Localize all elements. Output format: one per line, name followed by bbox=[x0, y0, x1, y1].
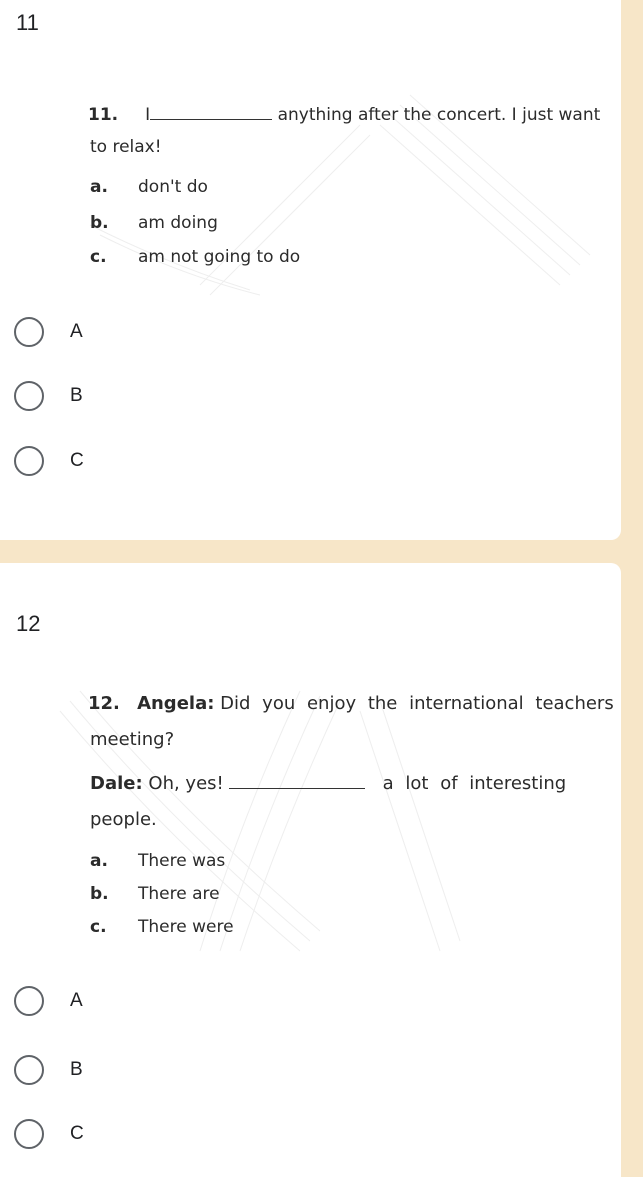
speaker-label: Angela: bbox=[137, 693, 215, 714]
option-letter: a. bbox=[90, 851, 108, 871]
option-letter: b. bbox=[90, 213, 109, 233]
option-a bbox=[90, 177, 208, 197]
option-letter: c. bbox=[90, 247, 107, 267]
question-title: 12 bbox=[16, 611, 41, 636]
choice-c[interactable] bbox=[14, 1116, 84, 1152]
choice-c[interactable] bbox=[14, 443, 84, 479]
choice-label: C bbox=[70, 450, 84, 471]
option-text: don't do bbox=[138, 177, 208, 197]
choice-label: B bbox=[70, 385, 83, 406]
choice-a[interactable] bbox=[14, 983, 83, 1019]
question-image bbox=[0, 85, 621, 300]
radio-button[interactable] bbox=[14, 1055, 44, 1085]
option-text: am not going to do bbox=[138, 247, 301, 267]
prompt-start: I bbox=[145, 105, 151, 125]
dialogue-line2 bbox=[90, 773, 566, 794]
question-prompt-line1 bbox=[88, 105, 600, 125]
question-image bbox=[0, 681, 621, 961]
option-text: There were bbox=[138, 917, 234, 937]
answer-blank bbox=[150, 118, 272, 120]
choice-label: A bbox=[70, 321, 83, 342]
prompt-end: anything after the concert. I just want bbox=[277, 105, 601, 125]
option-text: am doing bbox=[138, 213, 218, 233]
question-number-label: 12. bbox=[88, 693, 120, 714]
dialogue-line1 bbox=[88, 693, 614, 714]
option-letter: b. bbox=[90, 884, 109, 904]
choice-b[interactable] bbox=[14, 1052, 83, 1088]
option-text: There was bbox=[138, 851, 226, 871]
option-letter: c. bbox=[90, 917, 107, 937]
question-card-11 bbox=[0, 0, 621, 540]
radio-button[interactable] bbox=[14, 317, 44, 347]
choice-label: B bbox=[70, 1059, 83, 1080]
choice-a[interactable] bbox=[14, 314, 83, 350]
option-letter: a. bbox=[90, 177, 108, 197]
radio-button[interactable] bbox=[14, 381, 44, 411]
dialogue-text: Did you enjoy the international teachers bbox=[220, 693, 614, 714]
answer-blank bbox=[229, 787, 365, 789]
dialogue-line1b: meeting? bbox=[90, 729, 175, 750]
dialogue-text: Oh, yes! bbox=[148, 773, 224, 794]
question-title: 11 bbox=[16, 10, 39, 35]
radio-button[interactable] bbox=[14, 446, 44, 476]
radio-button[interactable] bbox=[14, 986, 44, 1016]
option-c bbox=[90, 917, 234, 937]
option-text: There are bbox=[138, 884, 220, 904]
choice-b[interactable] bbox=[14, 378, 83, 414]
option-b bbox=[90, 884, 220, 904]
choice-label: C bbox=[70, 1123, 84, 1144]
choice-label: A bbox=[70, 990, 83, 1011]
question-card-12 bbox=[0, 563, 621, 1177]
question-prompt-line2: to relax! bbox=[90, 137, 162, 157]
question-number-label: 11. bbox=[88, 105, 119, 125]
speaker-label: Dale: bbox=[90, 773, 143, 794]
option-a bbox=[90, 851, 225, 871]
option-b bbox=[90, 213, 218, 233]
option-c bbox=[90, 247, 300, 267]
dialogue-text-end: a lot of interesting bbox=[382, 773, 567, 794]
dialogue-line2b: people. bbox=[90, 809, 157, 830]
radio-button[interactable] bbox=[14, 1119, 44, 1149]
